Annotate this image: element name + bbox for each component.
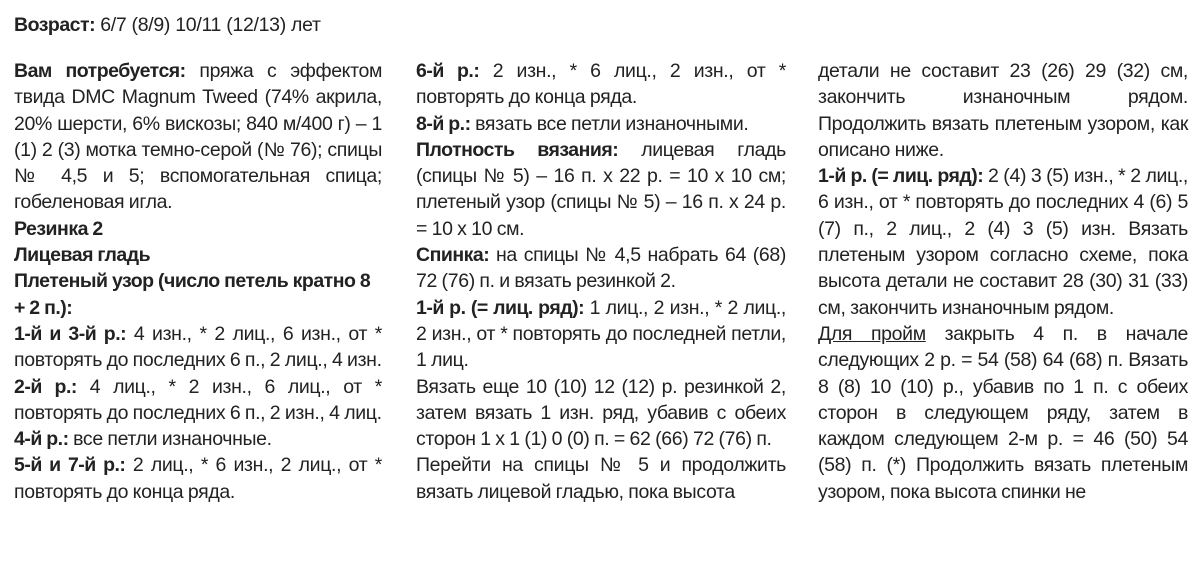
paragraph-braid-pattern [14, 268, 382, 321]
paragraph-text: 2 лиц., * 6 изн., 2 лиц., от * повторять до конца ряда. [14, 454, 382, 503]
paragraph-row-5-7 [14, 452, 382, 505]
paragraph-heading: 1-й и 3-й р.: [14, 322, 127, 345]
paragraph-row-1-3 [14, 321, 382, 374]
paragraph-braid-row-1 [818, 163, 1188, 321]
paragraph-materials [14, 58, 382, 216]
paragraph-heading: Спинка: [416, 244, 490, 267]
paragraph-text: 4 изн., * 2 лиц., 6 изн., от * повторять до последних 6 п., 2 лиц., 4 изн. [14, 322, 383, 372]
paragraph-heading: Резинка 2 [14, 217, 103, 240]
paragraph-back [416, 242, 786, 295]
paragraph-text: 2 (4) 3 (5) изн., * 2 лиц., 6 изн., от * повторять до последних 4 (6) 5 (7) п., 2 лиц., 2 (4) 3 (5) изн. Вязать плетеным узором согласно схеме, пока высота детали не составит 28 (30) 31 (33) см, закончить изнаночным рядом. [818, 165, 1189, 319]
paragraph-row-2 [14, 374, 382, 427]
paragraph-heading: Лицевая гладь [14, 244, 151, 267]
paragraph-heading: 1-й р. (= лиц. ряд): [416, 296, 585, 319]
text-column-3 [818, 58, 1188, 505]
paragraph-heading: 5-й и 7-й р.: [14, 454, 126, 477]
paragraph-text: 2 изн., * 6 лиц., 2 изн., от * повторять до конца ряда. [416, 60, 786, 109]
paragraph-heading: Вам потребуется: [14, 60, 186, 82]
paragraph-text: 1 лиц., 2 изн., * 2 лиц., 2 изн., от * повторять до последней петли, 1 лиц. [416, 296, 787, 372]
paragraph-rib-2 [14, 216, 382, 242]
paragraph-text: закрыть 4 п. в начале следующих 2 р. = 54 (58) 64 (68) п. Вязать 8 (8) 10 (10) р., убавив по 1 п. с обеих сторон в следующем ряду, затем в каждом следующем 2-м р. = 46 (50) 54 (58) п. (*) Продолжить вязать плетеным узором, пока высота спинки не [818, 322, 1188, 503]
paragraph-gauge [416, 137, 786, 242]
paragraph-text: детали не составит 23 (26) 29 (32) см, закончить изнаночным рядом. Продолжить вязать плетеным узором, как описано ниже. [818, 60, 1188, 161]
paragraph-continue-braid [818, 58, 1188, 163]
paragraph-rib-continue [416, 374, 786, 453]
paragraph-text: пряжа с эффектом твида DMC Magnum Tweed (74% акрила, 20% шерсти, 6% вискозы; 840 м/400 г) – 1 (1) 2 (3) мотка темно-серой (№ 76); спицы № 4,5 и 5; вспомогательная спица; гобеленовая игла. [14, 60, 382, 214]
age-value: 6/7 (8/9) 10/11 (12/13) лет [95, 14, 321, 36]
paragraph-text: Вязать еще 10 (10) 12 (12) р. резинкой 2, затем вязать 1 изн. ряд, убавив с обеих сторон 1 х 1 (1) 0 (0) п. = 62 (66) 72 (76) п. [416, 375, 786, 451]
paragraph-heading: Плетеный узор (число петель кратно 8 + 2 п.): [14, 270, 371, 319]
paragraph-switch-needles [416, 452, 786, 505]
paragraph-heading: 6-й р.: [416, 60, 480, 82]
paragraph-text: лицевая гладь (спицы № 5) – 16 п. х 22 р. = 10 х 10 см; плетеный узор (спицы № 5) – 16 п. х 24 р. = 10 х 10 см. [416, 138, 786, 240]
paragraph-text: вязать все петли изнаночными. [470, 112, 749, 135]
paragraph-text: все петли изнаночные. [68, 428, 272, 451]
paragraph-heading: 8-й р.: [416, 112, 471, 135]
age-label: Возраст: [14, 14, 96, 36]
paragraph-text: на спицы № 4,5 набрать 64 (68) 72 (76) п. и вязать резинкой 2. [416, 244, 786, 293]
paragraph-heading: 4-й р.: [14, 428, 69, 451]
paragraph-underlined-heading: Для пройм [818, 322, 926, 345]
text-column-2 [416, 58, 786, 505]
paragraph-row-8 [416, 111, 786, 137]
paragraph-heading: Плотность вязания: [416, 138, 619, 161]
paragraph-heading: 1-й р. (= лиц. ряд): [818, 165, 984, 188]
paragraph-heading: 2-й р.: [14, 375, 77, 398]
paragraph-armholes [818, 321, 1188, 505]
age-line [14, 14, 321, 37]
paragraph-row-4 [14, 426, 382, 452]
paragraph-row-6 [416, 58, 786, 111]
paragraph-back-row-1 [416, 295, 786, 374]
paragraph-stockinette [14, 242, 382, 268]
paragraph-text: 4 лиц., * 2 изн., 6 лиц., от * повторять до последних 6 п., 2 изн., 4 лиц. [14, 375, 382, 424]
paragraph-text: Перейти на спицы № 5 и продолжить вязать лицевой гладью, пока высота [416, 454, 786, 503]
text-column-1 [14, 58, 382, 505]
